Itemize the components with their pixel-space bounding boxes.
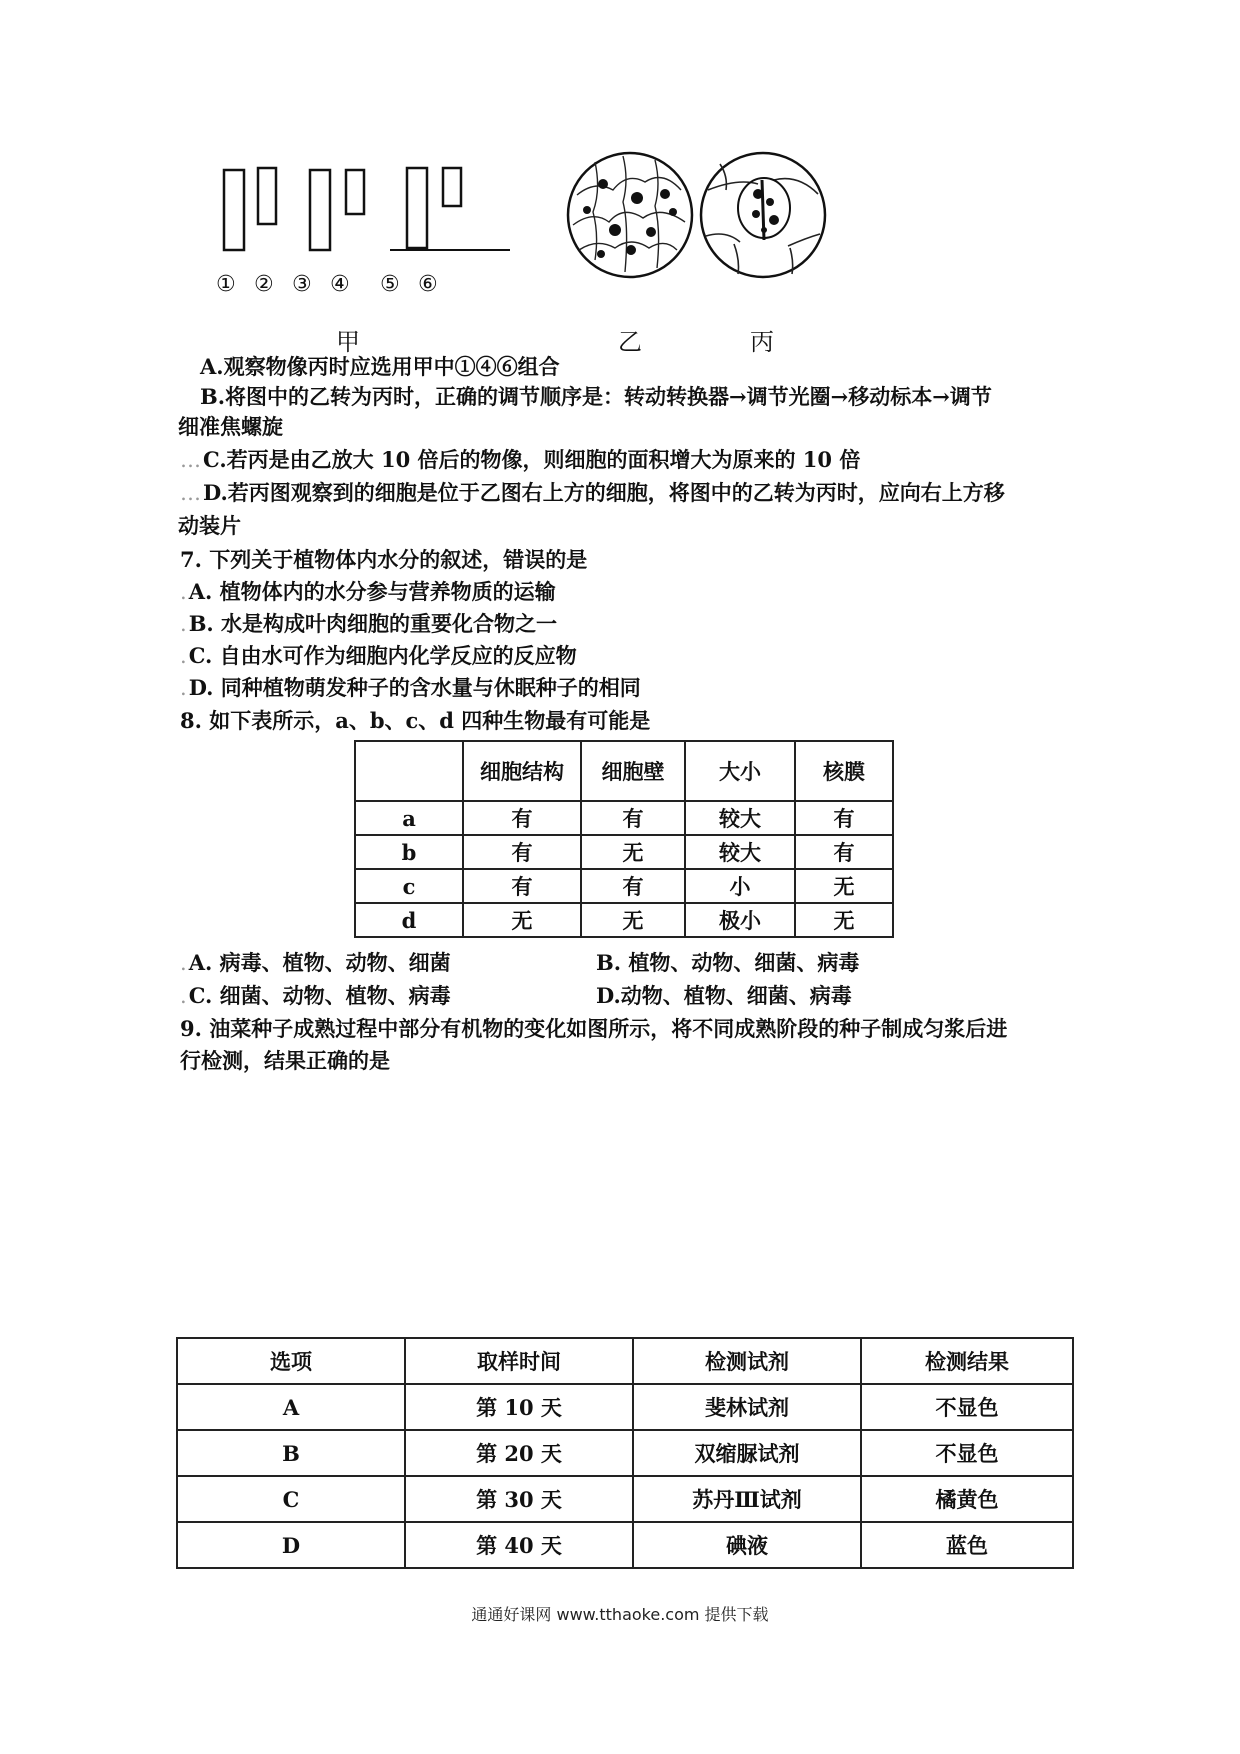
q8-stem: 8. 如下表所示，a、b、c、d 四种生物最有可能是 <box>180 708 651 733</box>
table-cell: 无 <box>795 869 893 903</box>
table-row <box>177 1522 1073 1568</box>
q8-option-c-row <box>180 982 451 1010</box>
q7-option-c: C. 自由水可作为细胞内化学反应的反应物 <box>188 643 577 668</box>
q7-option-a: A. 植物体内的水分参与营养物质的运输 <box>188 579 556 604</box>
table-cell: 无 <box>795 903 893 937</box>
table-header-cell: 选项 <box>177 1338 405 1384</box>
cell-view-bing <box>698 150 828 280</box>
table-cell: 斐林试剂 <box>633 1384 861 1430</box>
table-row <box>355 869 893 903</box>
leader-dots: … <box>180 448 203 472</box>
table-cell: 不显色 <box>861 1430 1073 1476</box>
q6-option-d-line1: D.若丙图观察到的细胞是位于乙图右上方的细胞，将图中的乙转为丙时，应向右上方移 <box>203 480 1005 505</box>
lens-number-3: ③ <box>292 272 312 297</box>
table-cell: 有 <box>795 801 893 835</box>
q8-option-d: D.动物、植物、细菌、病毒 <box>596 983 852 1008</box>
table-cell: 较大 <box>685 835 795 869</box>
label-jia: 甲 <box>336 328 360 356</box>
lens-number-1: ① <box>216 272 236 297</box>
table-row <box>177 1476 1073 1522</box>
table-cell: 第 30 天 <box>405 1476 633 1522</box>
q6-option-c: C.若丙是由乙放大 10 倍后的物像，则细胞的面积增大为原来的 10 倍 <box>203 447 861 472</box>
table-row <box>355 903 893 937</box>
figure-microscope <box>210 150 870 356</box>
table-header-row <box>355 741 893 801</box>
table-cell: 蓝色 <box>861 1522 1073 1568</box>
table-header-cell: 检测试剂 <box>633 1338 861 1384</box>
q6-option-a: A.观察物像丙时应选用甲中①④⑥组合 <box>200 354 560 379</box>
table-cell: 苏丹Ⅲ试剂 <box>633 1476 861 1522</box>
q7-option-d-row <box>180 674 641 702</box>
table-header-cell: 取样时间 <box>405 1338 633 1384</box>
q7-option-a-row <box>180 578 556 606</box>
leader-dots: . <box>180 676 189 700</box>
table-cell: d <box>355 903 463 937</box>
table-cell: 第 10 天 <box>405 1384 633 1430</box>
table-header-row <box>177 1338 1073 1384</box>
table-header-cell: 大小 <box>685 741 795 801</box>
q8-table <box>354 740 894 938</box>
table-cell: 有 <box>581 801 685 835</box>
q7-stem: 7. 下列关于植物体内水分的叙述，错误的是 <box>180 547 588 572</box>
table-header-cell <box>355 741 463 801</box>
table-cell: C <box>177 1476 405 1522</box>
leader-dots: . <box>180 612 189 636</box>
table-cell: D <box>177 1522 405 1568</box>
table-cell: 极小 <box>685 903 795 937</box>
q7-option-b: B. 水是构成叶肉细胞的重要化合物之一 <box>188 611 558 636</box>
lens-number-2: ② <box>254 272 274 297</box>
table-row <box>177 1384 1073 1430</box>
table-cell: 有 <box>463 835 581 869</box>
q9-table <box>176 1337 1074 1569</box>
table-cell: 无 <box>581 903 685 937</box>
lens-number-5: ⑤ <box>380 272 400 297</box>
table-cell: 有 <box>795 835 893 869</box>
cell-view-yi <box>565 150 695 280</box>
table-cell: B <box>177 1430 405 1476</box>
label-yi: 乙 <box>618 328 642 356</box>
q8-option-c: C. 细菌、动物、植物、病毒 <box>188 983 451 1008</box>
q8-option-a: A. 病毒、植物、动物、细菌 <box>188 950 451 975</box>
table-header-cell: 检测结果 <box>861 1338 1073 1384</box>
label-bing: 丙 <box>750 328 774 356</box>
q9-stem-line2: 行检测，结果正确的是 <box>180 1048 390 1073</box>
q6-option-b-line1: B.将图中的乙转为丙时，正确的调节顺序是：转动转换器→调节光圈→移动标本→调节 <box>200 384 992 409</box>
leader-dots: … <box>180 481 203 505</box>
table-row <box>355 835 893 869</box>
q6-option-c-row <box>180 446 860 474</box>
table-header-cell: 细胞结构 <box>463 741 581 801</box>
table-cell: A <box>177 1384 405 1430</box>
q6-option-b-line2: 细准焦螺旋 <box>178 414 283 439</box>
table-cell: b <box>355 835 463 869</box>
q6-option-d-row <box>180 479 1005 507</box>
leader-dots: . <box>180 984 189 1008</box>
leader-dots: . <box>180 580 189 604</box>
page-footer: 通通好课网 www.tthaoke.com 提供下载 <box>471 1605 769 1624</box>
lens-number-6: ⑥ <box>418 272 438 297</box>
lens-diagram-jia <box>210 150 510 270</box>
table-cell: 第 20 天 <box>405 1430 633 1476</box>
leader-dots: . <box>180 951 189 975</box>
q7-option-d: D. 同种植物萌发种子的含水量与休眠种子的相同 <box>188 675 641 700</box>
table-cell: 无 <box>581 835 685 869</box>
table-cell: a <box>355 801 463 835</box>
table-cell: 有 <box>463 801 581 835</box>
table-cell: 不显色 <box>861 1384 1073 1430</box>
table-cell: 第 40 天 <box>405 1522 633 1568</box>
q7-option-c-row <box>180 642 577 670</box>
q7-option-b-row <box>180 610 557 638</box>
q9-stem-line1: 9. 油菜种子成熟过程中部分有机物的变化如图所示，将不同成熟阶段的种子制成匀浆后进 <box>180 1016 1008 1041</box>
table-cell: 有 <box>463 869 581 903</box>
table-row <box>355 801 893 835</box>
leader-dots: . <box>180 644 189 668</box>
table-cell: 无 <box>463 903 581 937</box>
table-header-cell: 细胞壁 <box>581 741 685 801</box>
q6-option-d-line2: 动装片 <box>178 513 241 538</box>
table-cell: 较大 <box>685 801 795 835</box>
table-cell: 橘黄色 <box>861 1476 1073 1522</box>
lens-number-4: ④ <box>330 272 350 297</box>
table-cell: c <box>355 869 463 903</box>
table-cell: 小 <box>685 869 795 903</box>
table-cell: 有 <box>581 869 685 903</box>
table-cell: 碘液 <box>633 1522 861 1568</box>
table-row <box>177 1430 1073 1476</box>
q8-option-a-row <box>180 949 451 977</box>
table-header-cell: 核膜 <box>795 741 893 801</box>
q8-option-b: B. 植物、动物、细菌、病毒 <box>596 950 860 975</box>
table-cell: 双缩脲试剂 <box>633 1430 861 1476</box>
